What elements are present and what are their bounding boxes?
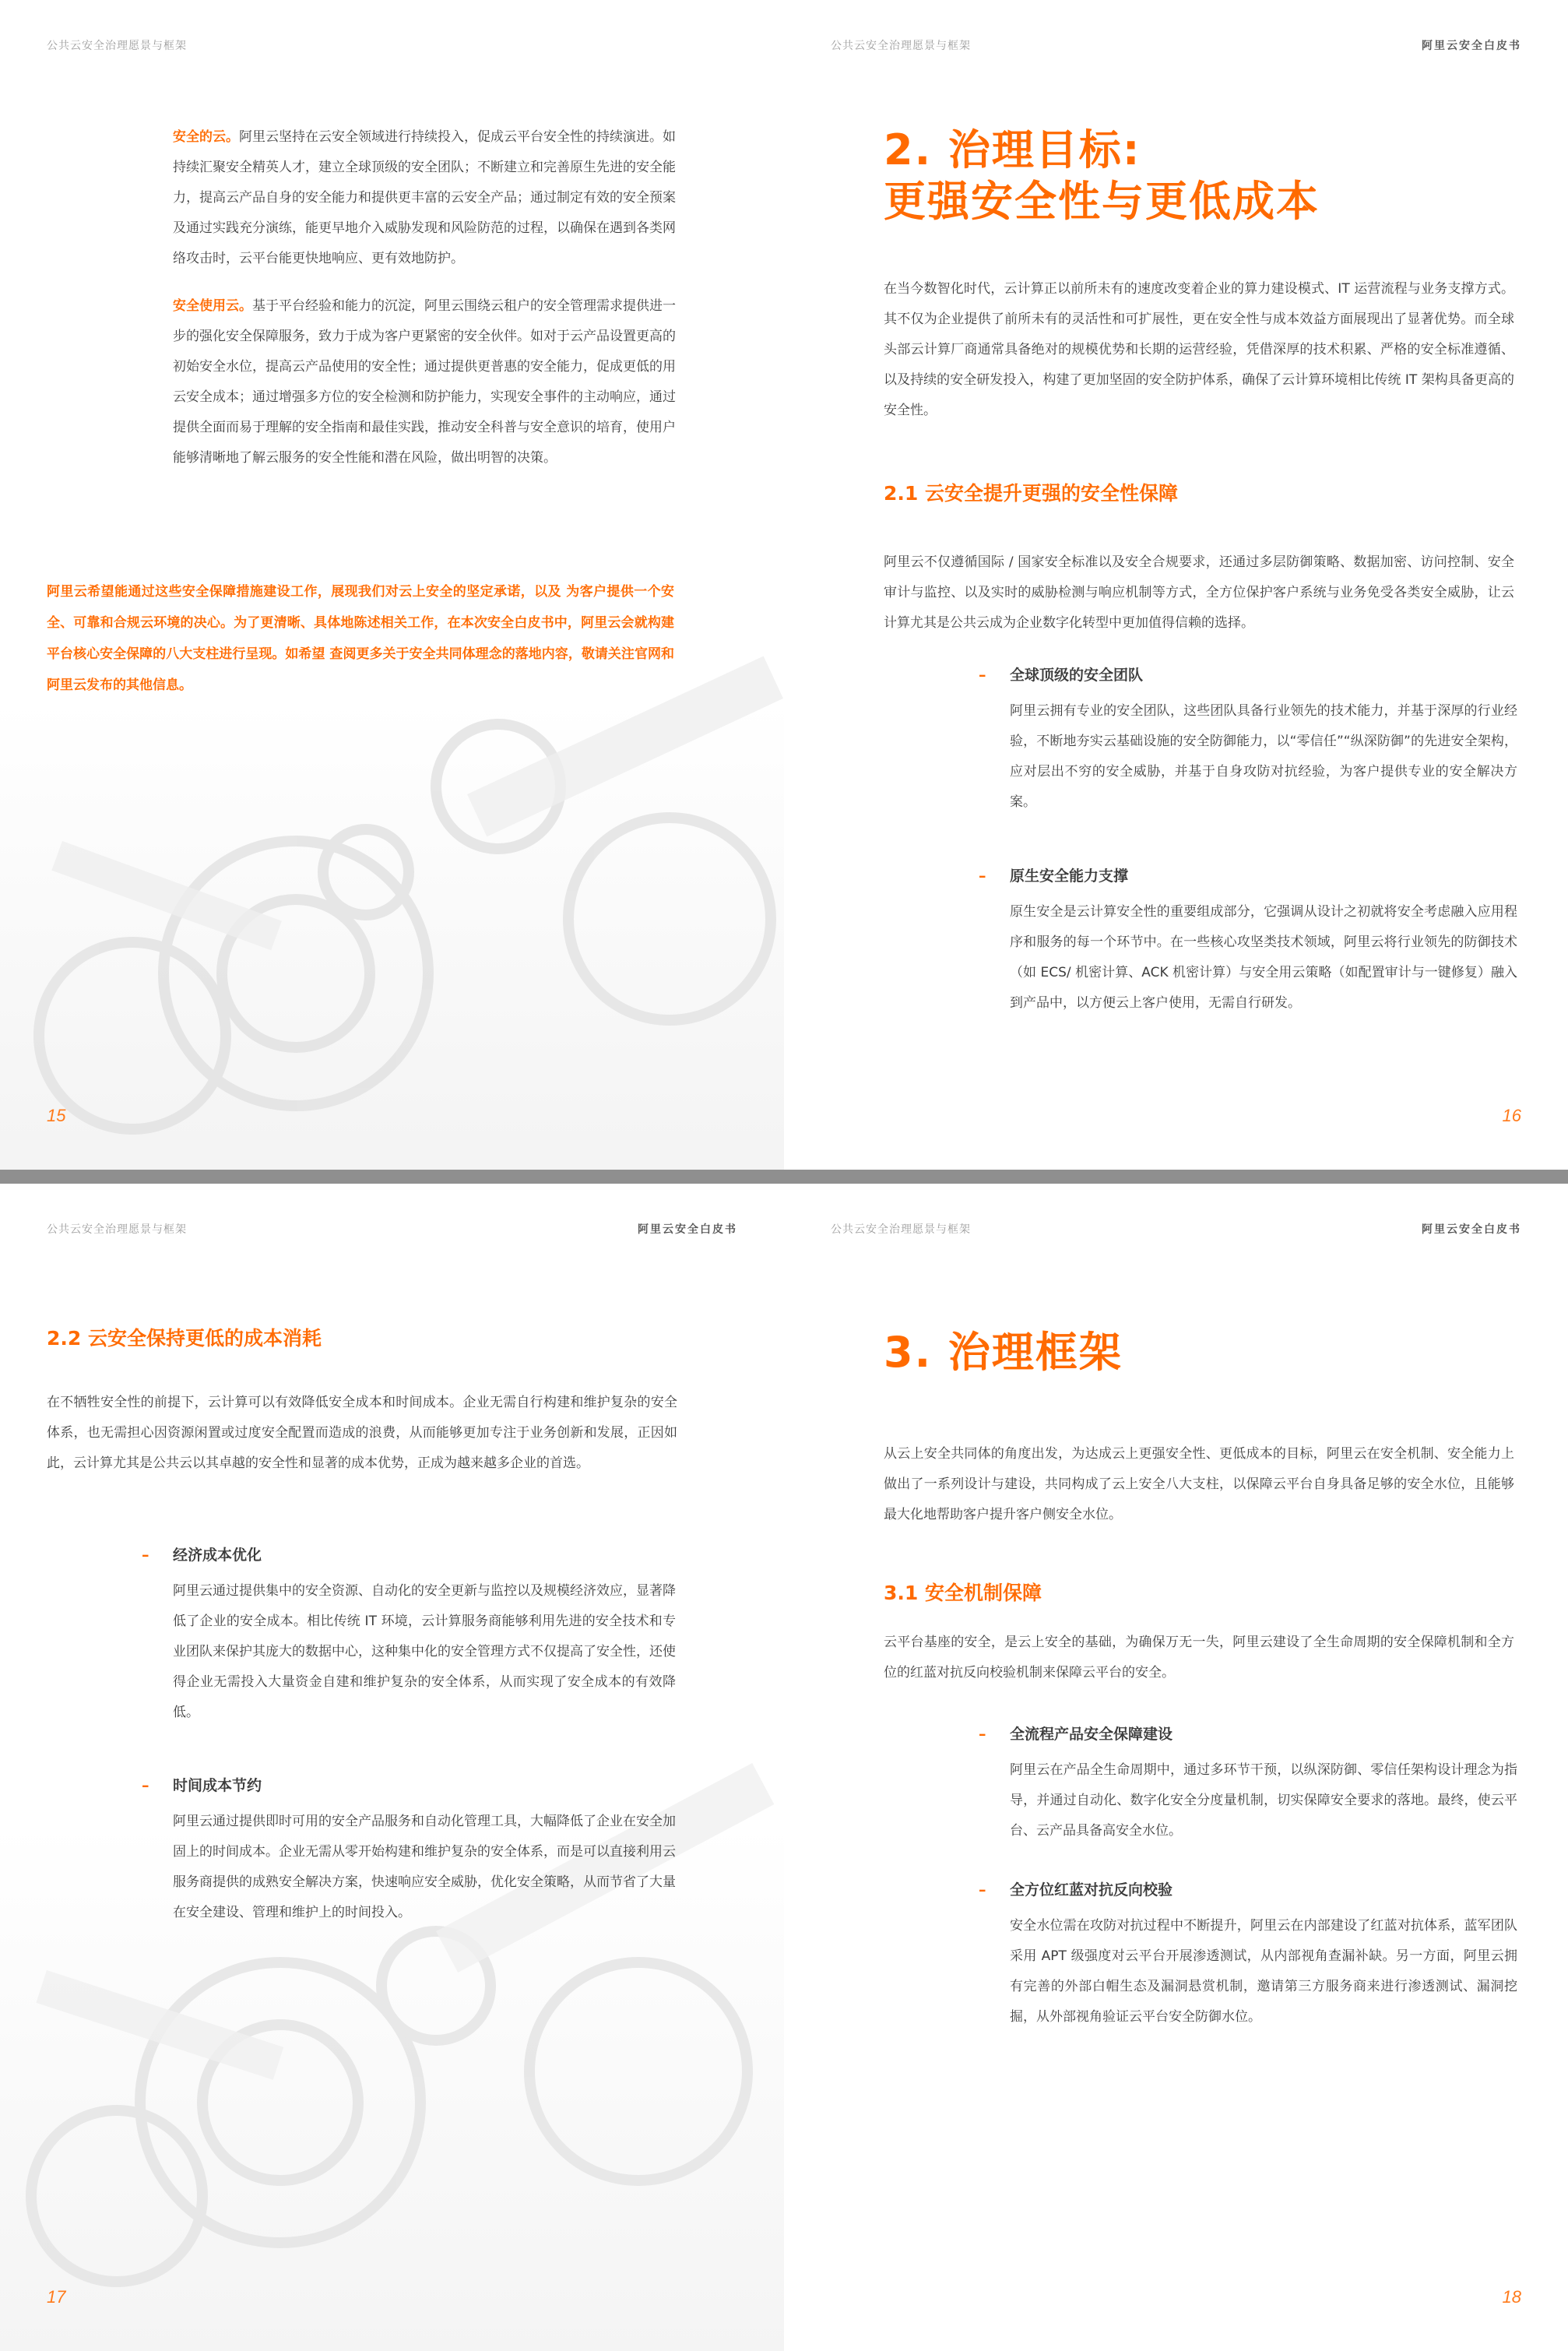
bullet-heading: – 原生安全能力支撑 bbox=[1010, 864, 1517, 888]
bullet-item bbox=[979, 1723, 1517, 1846]
bullet-heading: – 全方位红蓝对抗反向校验 bbox=[1010, 1878, 1517, 1902]
chapter-title-line2: 更强安全性与更低成本 bbox=[884, 177, 1320, 226]
running-header-right: 阿里云安全白皮书 bbox=[1422, 1223, 1521, 1236]
paragraph-text: 阿里云坚持在云安全领域进行持续投入，促成云平台安全性的持续演进。如持续汇聚安全精英人才，建立全球顶级的安全团队；不断建立和完善原生先进的安全能力，提高云产品自身的安全能力和提供更丰富的云安全产品；通过制定有效的安全预案及通过实践充分演练，能更早地介入威胁发现和风险防范的过程，以确保在遇到各类网络攻击时，云平台能更快地响应、更有效地防护。 bbox=[173, 129, 676, 266]
bullet-dash-icon: – bbox=[142, 1777, 149, 1794]
lead-phrase: 安全的云。 bbox=[173, 129, 239, 145]
bullet-dash-icon: – bbox=[979, 1881, 986, 1899]
page-15 bbox=[0, 0, 784, 1170]
running-header-left: 公共云安全治理愿景与框架 bbox=[831, 1223, 971, 1236]
bullet-heading: – 全球顶级的安全团队 bbox=[1010, 663, 1517, 687]
section-intro: 在不牺牲安全性的前提下，云计算可以有效降低安全成本和时间成本。企业无需自行构建和维护复杂的安全体系，也无需担心因资源闲置或过度安全配置而造成的浪费，从而能够更加专注于业务创新和发展，正因如此，云计算尤其是公共云以其卓越的安全性和显著的成本优势，正成为越来越多企业的首选。 bbox=[47, 1395, 677, 1471]
bullet-dash-icon: – bbox=[142, 1547, 149, 1564]
running-header-right: 阿里云安全白皮书 bbox=[638, 1223, 737, 1236]
chapter-intro: 从云上安全共同体的角度出发，为达成云上更强安全性、更低成本的目标，阿里云在安全机制、安全能力上做出了一系列设计与建设，共同构成了云上安全八大支柱，以保障云平台自身具备足够的安全水位，且能够最大化地帮助客户提升客户侧安全水位。 bbox=[884, 1446, 1514, 1522]
section-intro: 云平台基座的安全，是云上安全的基础，为确保万无一失，阿里云建设了全生命周期的安全保障机制和全方位的红蓝对抗反向校验机制来保障云平台的安全。 bbox=[884, 1635, 1514, 1681]
bullet-text: 安全水位需在攻防对抗过程中不断提升，阿里云在内部建设了红蓝对抗体系，蓝军团队采用 APT 级强度对云平台开展渗透测试，从内部视角查漏补缺。另一方面，阿里云拥有完善的外部白帽生态及漏洞悬赏机制，邀请第三方服务商来进行渗透测试、漏洞挖掘，从外部视角验证云平台安全防御水位。 bbox=[1010, 1918, 1517, 2025]
bullet-dash-icon: – bbox=[979, 667, 986, 684]
page-separator bbox=[0, 1170, 1568, 1184]
running-header-left: 公共云安全治理愿景与框架 bbox=[47, 1223, 187, 1236]
section-intro: 阿里云不仅遵循国际 / 国家安全标准以及安全合规要求，还通过多层防御策略、数据加密、访问控制、安全审计与监控、以及实时的威胁检测与响应机制等方式，全方位保护客户系统与业务免受各类安全威胁，让云计算尤其是公共云成为企业数字化转型中更加值得信赖的选择。 bbox=[884, 554, 1514, 631]
bullet-item bbox=[979, 1878, 1517, 2032]
bullet-item bbox=[979, 864, 1517, 1019]
running-header-right: 阿里云安全白皮书 bbox=[1422, 40, 1521, 52]
lead-phrase: 安全使用云。 bbox=[173, 298, 252, 314]
page-16 bbox=[784, 0, 1568, 1170]
bullet-item bbox=[142, 1774, 676, 1928]
bullet-text: 原生安全是云计算安全性的重要组成部分，它强调从设计之初就将安全考虑融入应用程序和服务的每一个环节中。在一些核心攻坚类技术领域，阿里云将行业领先的防御技术（如 ECS/ 机密计算、ACK 机密计算）与安全用云策略（如配置审计与一键修复）融入到产品中，以方便云上客户使用，无需自行研发。 bbox=[1010, 904, 1517, 1011]
page-17 bbox=[0, 1184, 784, 2351]
bullet-text: 阿里云通过提供即时可用的安全产品服务和自动化管理工具，大幅降低了企业在安全加固上的时间成本。企业无需从零开始构建和维护复杂的安全体系，而是可以直接利用云服务商提供的成熟安全解决方案，快速响应安全威胁，优化安全策略，从而节省了大量在安全建设、管理和维护上的时间投入。 bbox=[173, 1814, 676, 1920]
bullet-dash-icon: – bbox=[979, 868, 986, 885]
section-title: 2.1 云安全提升更强的安全性保障 bbox=[884, 482, 1178, 505]
page-number: 16 bbox=[1502, 1106, 1521, 1125]
bullet-heading: – 全流程产品安全保障建设 bbox=[1010, 1723, 1517, 1746]
bullet-item bbox=[142, 1543, 676, 1728]
page-number: 17 bbox=[47, 2287, 66, 2307]
machinery-background-illustration bbox=[0, 1184, 784, 2351]
chapter-intro: 在当今数智化时代，云计算正以前所未有的速度改变着企业的算力建设模式、IT 运营流程与业务支撑方式。其不仅为企业提供了前所未有的灵活性和可扩展性，更在安全性与成本效益方面展现出了显著优势。而全球头部云计算厂商通常具备绝对的规模优势和长期的运营经验，凭借深厚的技术积累、严格的安全标准遵循、以及持续的安全研发投入，构建了更加坚固的安全防护体系，确保了云计算环境相比传统 IT 架构具备更高的安全性。 bbox=[884, 281, 1514, 418]
paragraph-secure-cloud bbox=[173, 122, 676, 274]
paragraph-text: 基于平台经验和能力的沉淀，阿里云围绕云租户的安全管理需求提供进一步的强化安全保障服务，致力于成为客户更紧密的安全伙伴。如对于云产品设置更高的初始安全水位，提高云产品使用的安全性；通过提供更普惠的安全能力，促成更低的用云安全成本；通过增强多方位的安全检测和防护能力，实现安全事件的主动响应，通过提供全面而易于理解的安全指南和最佳实践，推动安全科普与安全意识的培育，使用户能够清晰地了解云服务的安全性能和潜在风险，做出明智的决策。 bbox=[173, 298, 676, 466]
chapter-title: 3. 治理框架 bbox=[884, 1328, 1123, 1377]
bullet-text: 阿里云在产品全生命周期中，通过多环节干预，以纵深防御、零信任架构设计理念为指导，并通过自动化、数字化安全分度量机制，切实保障安全要求的落地。最终，使云平台、云产品具备高安全水位。 bbox=[1010, 1762, 1517, 1839]
section-title: 2.2 云安全保持更低的成本消耗 bbox=[47, 1327, 322, 1350]
running-header-left: 公共云安全治理愿景与框架 bbox=[831, 40, 971, 52]
bullet-dash-icon: – bbox=[979, 1726, 986, 1743]
page-number: 15 bbox=[47, 1106, 66, 1125]
highlight-statement: 阿里云希望能通过这些安全保障措施建设工作，展现我们对云上安全的坚定承诺，以及 为客户提供一个安全、可靠和合规云环境的决心。为了更清晰、具体地陈述相关工作，在本次安全白皮书中，阿里云会就构建平台核心安全保障的八大支柱进行呈现。如希望 查阅更多关于安全共同体理念的落地内容，敬请关注官网和阿里云发布的其他信息。 bbox=[47, 584, 674, 693]
bullet-text: 阿里云通过提供集中的安全资源、自动化的安全更新与监控以及规模经济效应，显著降低了企业的安全成本。相比传统 IT 环境，云计算服务商能够利用先进的安全技术和专业团队来保护其庞大的数据中心，这种集中化的安全管理方式不仅提高了安全性，还使得企业无需投入大量资金自建和维护复杂的安全体系，从而实现了安全成本的有效降低。 bbox=[173, 1583, 676, 1720]
bullet-text: 阿里云拥有专业的安全团队，这些团队具备行业领先的技术能力，并基于深厚的行业经验，不断地夯实云基础设施的安全防御能力，以“零信任”“纵深防御”的先进安全架构，应对层出不穷的安全威胁，并基于自身攻防对抗经验，为客户提供专业的安全解决方案。 bbox=[1010, 703, 1517, 810]
body-text bbox=[173, 122, 676, 473]
bullet-heading: – 时间成本节约 bbox=[173, 1774, 676, 1797]
page-18 bbox=[784, 1184, 1568, 2351]
section-title: 3.1 安全机制保障 bbox=[884, 1582, 1042, 1604]
page-number: 18 bbox=[1502, 2287, 1521, 2307]
bullet-heading: – 经济成本优化 bbox=[173, 1543, 676, 1567]
running-header-left: 公共云安全治理愿景与框架 bbox=[47, 40, 187, 52]
chapter-title bbox=[884, 125, 1491, 227]
chapter-title-line1: 2. 治理目标: bbox=[884, 125, 1141, 174]
bullet-item bbox=[979, 663, 1517, 818]
paragraph-secure-use bbox=[173, 291, 676, 473]
